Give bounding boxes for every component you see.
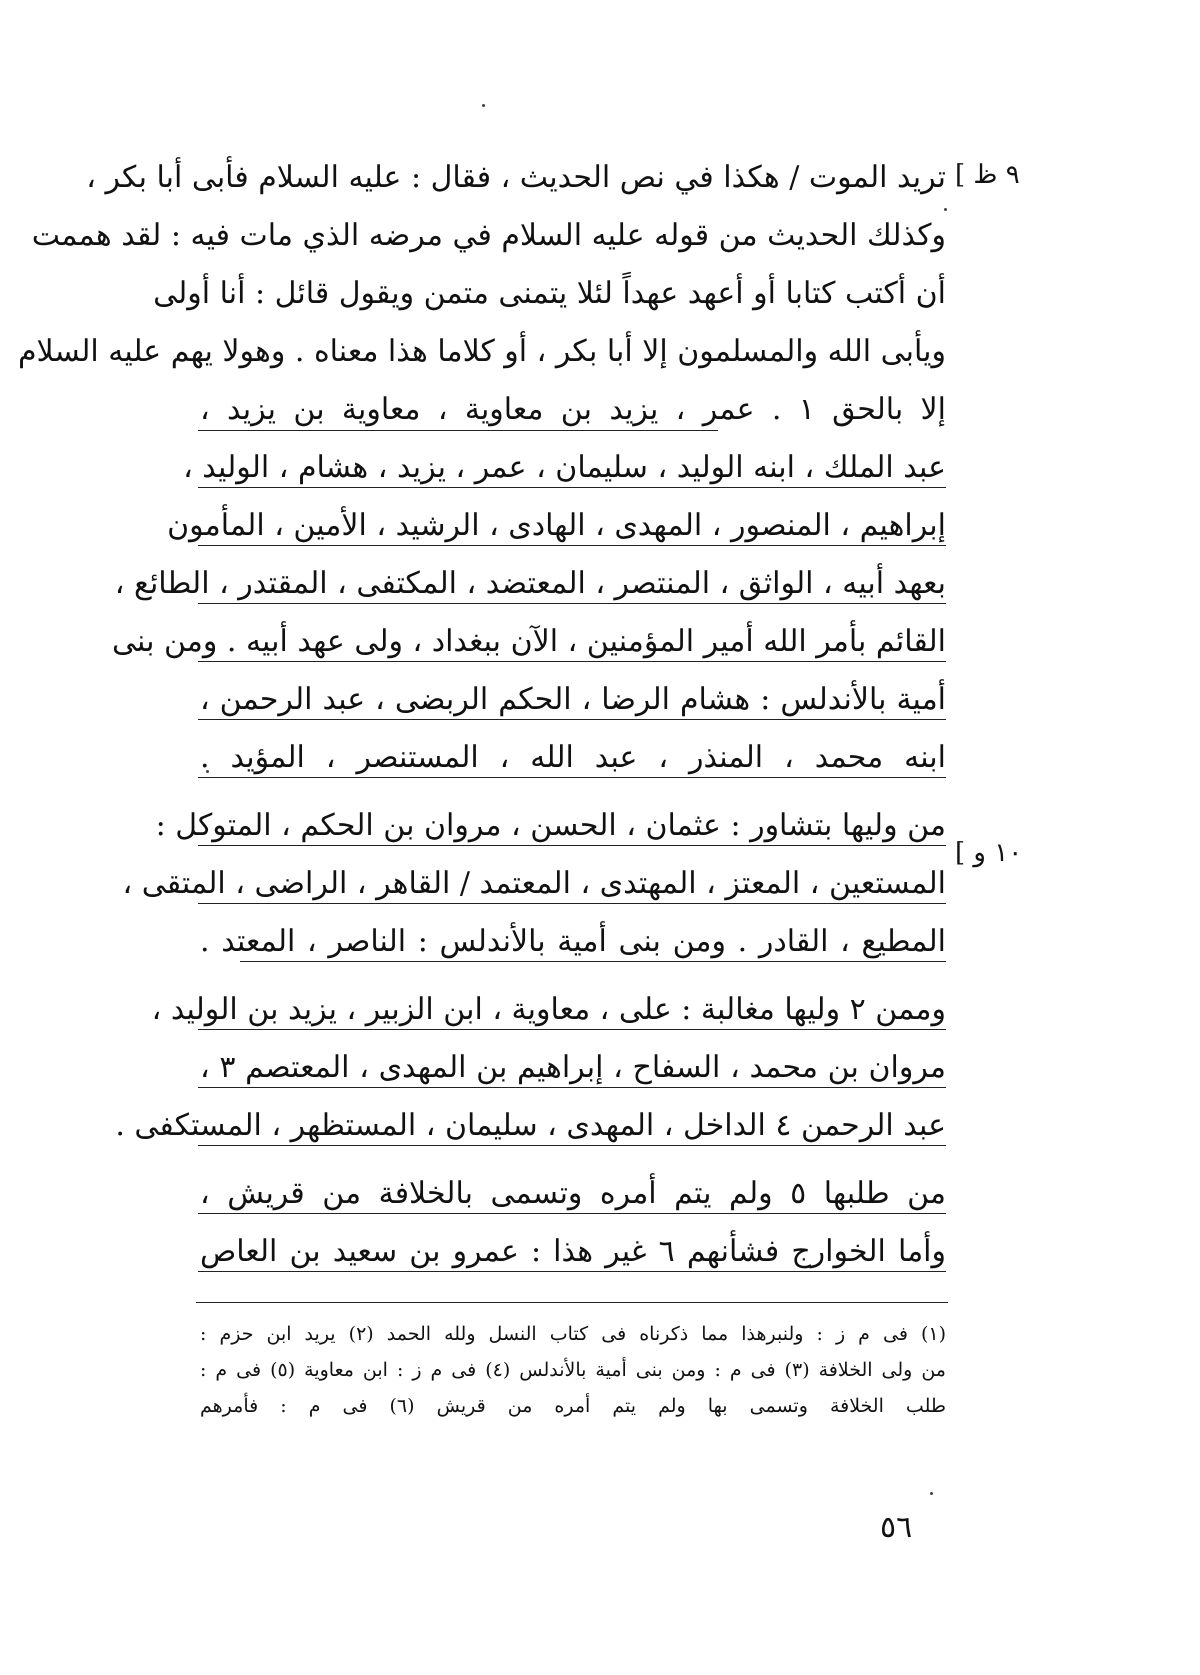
text-line: إلا بالحق ١ . عمر ، يزيد بن معاوية ، معاوية بن يزيد ، [200,392,946,427]
text-line: القائم بأمر الله أمير المؤمنين ، الآن ببغداد ، ولى عهد أبيه . ومن بنى [112,624,946,659]
text-line: إبراهيم ، المنصور ، المهدى ، الهادى ، الرشيد ، الأمين ، المأمون [167,508,946,543]
text-line: مروان بن محمد ، السفاح ، إبراهيم بن المهدى ، المعتصم ٣ ، [200,1050,946,1085]
footnotes [17,0,947,1675]
text-line: من طلبها ٥ ولم يتم أمره وتسمى بالخلافة من قريش ، [200,1176,946,1211]
text-line: عبد الملك ، ابنه الوليد ، سليمان ، عمر ، يزيد ، هشام ، الوليد ، [183,450,946,485]
text-line: من وليها بتشاور : عثمان ، الحسن ، مروان بن الحكم ، المتوكل : [155,808,946,843]
text-line: تريد الموت / هكذا في نص الحديث ، فقال : عليه السلام فأبى أبا بكر ، [86,160,946,195]
text-line: عبد الرحمن ٤ الداخل ، المهدى ، سليمان ، المستظهر ، المستكفى . [115,1108,946,1143]
text-line: ابنه محمد ، المنذر ، عبد الله ، المستنصر ، المؤيد . [200,740,946,775]
footnote-line: (١) فى م ز : ولنبرهذا مما ذكرناه فى كتاب النسل ولله الحمد (٢) يريد ابن حزم : [200,1323,946,1345]
text-line: المطيع ، القادر . ومن بنى أمية بالأندلس : الناصر ، المعتد . [200,924,946,959]
text-line: وممن ٢ وليها مغالبة : على ، معاوية ، ابن الزبير ، يزيد بن الوليد ، [151,992,946,1027]
text-line: بعهد أبيه ، الواثق ، المنتصر ، المعتضد ، المكتفى ، المقتدر ، الطائع ، [114,566,946,601]
text-line: ويأبى الله والمسلمون إلا أبا بكر ، أو كلاما هذا معناه . وهولا يهم عليه السلام [17,334,946,369]
text-line: المستعين ، المعتز ، المهتدى ، المعتمد / القاهر ، الراضى ، المتقى ، [122,866,946,901]
margin-marker-folio-10r: ١٠ و ] [955,838,1023,868]
page-number: ٥٦ [880,1510,913,1545]
text-line: أن أكتب كتابا أو أعهد عهداً لئلا يتمنى متمن ويقول قائل : أنا أولى [153,276,946,311]
footnote-line: طلب الخلافة وتسمى بها ولم يتم أمره من قريش (٦) فى م : فأمرهم [200,1395,947,1417]
margin-marker-folio-9v: ٩ ظ ] [955,160,1020,190]
footnote-line: من ولى الخلافة (٣) فى م : ومن بنى أمية بالأندلس (٤) فى م ز : ابن معاوية (٥) فى م : [200,1359,946,1381]
text-line: أمية بالأندلس : هشام الرضا ، الحكم الربضى ، عبد الرحمن ، [200,682,946,717]
text-line: وأما الخوارج فشأنهم ٦ غير هذا : عمرو بن سعيد بن العاص [200,1234,946,1269]
text-line: وكذلك الحديث من قوله عليه السلام في مرضه الذي مات فيه : لقد هممت [31,218,946,253]
